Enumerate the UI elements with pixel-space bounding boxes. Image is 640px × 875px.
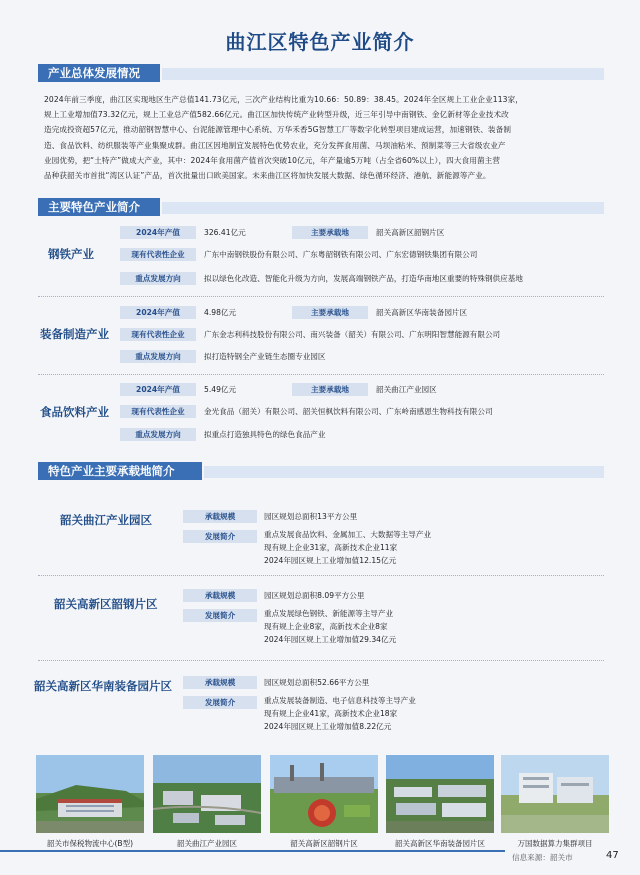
photo-caption: 韶关曲江产业园区 <box>177 839 237 848</box>
footer-source: 信息来源：韶关市 <box>512 853 573 862</box>
label-scale: 承载规模 <box>183 676 257 689</box>
industry-direction: 拟打造特钢全产业链生态圈专业园区 <box>204 352 326 361</box>
section-rule <box>162 68 604 80</box>
photo-qujiang-industrial-park <box>153 755 261 833</box>
industry-direction: 拟重点打造独具特色的绿色食品产业 <box>204 430 326 439</box>
overview-line: 造、食品饮料、纺织服装等产业集聚成群。曲江区因地制宜发展特色优势农业，充分发挥食用菌、马坝油粘米、预制菜等三大省级农业产 <box>44 140 506 150</box>
park-profile <box>264 694 416 733</box>
park-profile-line: 现有规上企业31家，高新技术企业11家 <box>264 543 398 552</box>
label-profile: 发展简介 <box>183 530 257 543</box>
park-name: 韶关高新区华南装备园片区 <box>34 679 172 693</box>
industry-name: 食品饮料产业 <box>40 405 109 419</box>
label-direction: 重点发展方向 <box>120 350 196 363</box>
section-header-overview <box>38 64 604 82</box>
park-profile-line: 重点发展食品饮料、金属加工、大数据等主导产业 <box>264 530 432 539</box>
park-profile-line: 重点发展绿色钢铁、新能源等主导产业 <box>264 609 394 618</box>
photo-caption: 韶关市保税物流中心(B型) <box>47 839 133 848</box>
section-title: 产业总体发展情况 <box>38 64 160 82</box>
label-output: 2024年产值 <box>120 226 196 239</box>
label-carrier: 主要承载地 <box>292 306 368 319</box>
photo-gds-computing-cluster <box>501 755 609 833</box>
footer-rule <box>0 850 505 852</box>
industry-companies: 金光食品（韶关）有限公司、韶关恒枫饮料有限公司、广东岭南感恩生物科技有限公司 <box>204 407 493 416</box>
park-profile-line: 2024年园区规上工业增加值12.15亿元 <box>264 556 397 565</box>
industry-output: 4.98亿元 <box>204 308 237 317</box>
industry-name: 钢铁产业 <box>48 247 94 261</box>
page-title: 曲江区特色产业简介 <box>225 30 415 54</box>
divider <box>38 374 604 375</box>
park-scale: 园区规划总面积13平方公里 <box>264 512 358 521</box>
photo-bonded-logistics-center <box>36 755 144 833</box>
park-profile-line: 现有规上企业41家，高新技术企业18家 <box>264 709 398 718</box>
label-carrier: 主要承载地 <box>292 383 368 396</box>
label-profile: 发展简介 <box>183 609 257 622</box>
label-scale: 承载规模 <box>183 510 257 523</box>
industry-output: 5.49亿元 <box>204 385 237 394</box>
park-profile <box>264 607 396 646</box>
park-profile <box>264 528 431 567</box>
industry-companies: 广东中南钢铁股份有限公司、广东粤韶钢铁有限公司、广东宏德钢铁集团有限公司 <box>204 250 478 259</box>
label-direction: 重点发展方向 <box>120 272 196 285</box>
divider <box>38 575 604 576</box>
park-profile-line: 2024年园区规上工业增加值8.22亿元 <box>264 722 392 731</box>
industry-output: 326.41亿元 <box>204 228 246 237</box>
label-output: 2024年产值 <box>120 383 196 396</box>
overview-line: 2024年前三季度，曲江区实现地区生产总值141.73亿元，三次产业结构比重为10.66：50.89：38.45。2024年全区规上工业企业113家， <box>44 95 523 104</box>
section-title: 主要特色产业简介 <box>38 198 160 216</box>
park-name: 韶关曲江产业园区 <box>60 513 152 527</box>
park-profile-line: 重点发展装备制造、电子信息科技等主导产业 <box>264 696 416 705</box>
park-profile-line: 现有规上企业8家，高新技术企业8家 <box>264 622 388 631</box>
section-title: 特色产业主要承载地简介 <box>38 462 202 480</box>
overview-line: 造完成投资超57亿元，推动韶钢智慧中心、台泥能源管理中心系统、万华禾香5G智慧工厂等数字化转型项目建成运营，加速钢铁、装备制 <box>44 125 512 135</box>
photo-caption: 韶关高新区韶钢片区 <box>290 839 358 848</box>
industry-carrier: 韶关曲江产业园区 <box>376 385 437 394</box>
section-header-industries <box>38 198 604 216</box>
label-companies: 现有代表性企业 <box>120 405 196 418</box>
label-profile: 发展简介 <box>183 696 257 709</box>
label-companies: 现有代表性企业 <box>120 248 196 261</box>
label-direction: 重点发展方向 <box>120 428 196 441</box>
industry-companies: 广东金志利科技股份有限公司、南兴装备（韶关）有限公司、广东明阳智慧能源有限公司 <box>204 330 501 339</box>
park-name: 韶关高新区韶钢片区 <box>54 597 158 611</box>
divider <box>38 296 604 297</box>
park-scale: 园区规划总面积8.09平方公里 <box>264 591 365 600</box>
park-scale: 园区规划总面积52.66平方公里 <box>264 678 370 687</box>
overview-line: 规上工业增加值73.32亿元，规上工业总产值582.66亿元。曲江区加快传统产业转型升级，近三年引导中南钢铁、金亿新材等企业技术改 <box>44 110 509 120</box>
industry-name: 装备制造产业 <box>40 327 109 341</box>
industry-carrier: 韶关高新区华南装备园片区 <box>376 308 468 317</box>
section-rule <box>162 202 604 214</box>
industry-carrier: 韶关高新区韶钢片区 <box>376 228 445 237</box>
label-carrier: 主要承载地 <box>292 226 368 239</box>
divider <box>38 660 604 661</box>
industry-direction: 拟以绿色化改造、智能化升级为方向，发展高端钢铁产品，打造华南地区重要的特殊钢供应基地 <box>204 274 523 283</box>
label-companies: 现有代表性企业 <box>120 328 196 341</box>
photo-south-china-equipment-park <box>386 755 494 833</box>
photo-caption: 万国数据算力集群项目 <box>517 839 593 848</box>
photo-shaogang-park <box>270 755 378 833</box>
overview-paragraph <box>44 92 600 183</box>
page-number: 47 <box>606 850 619 861</box>
label-output: 2024年产值 <box>120 306 196 319</box>
section-rule <box>204 466 604 478</box>
overview-line: 业园优势，把“土特产”做成大产业，其中：2024年食用菌产值首次突破10亿元，年产量逾5万吨（占全省60%以上），四大食用菌主营 <box>44 155 501 165</box>
park-profile-line: 2024年园区规上工业增加值29.34亿元 <box>264 635 397 644</box>
section-header-parks <box>38 462 604 480</box>
overview-line: 品种获韶关市首批“湾区认证”产品，首次批量出口欧美国家。未来曲江区将加快发展大数据、绿色循环经济、港航、新能源等产业。 <box>44 171 491 181</box>
label-scale: 承载规模 <box>183 589 257 602</box>
photo-caption: 韶关高新区华南装备园片区 <box>395 839 485 848</box>
